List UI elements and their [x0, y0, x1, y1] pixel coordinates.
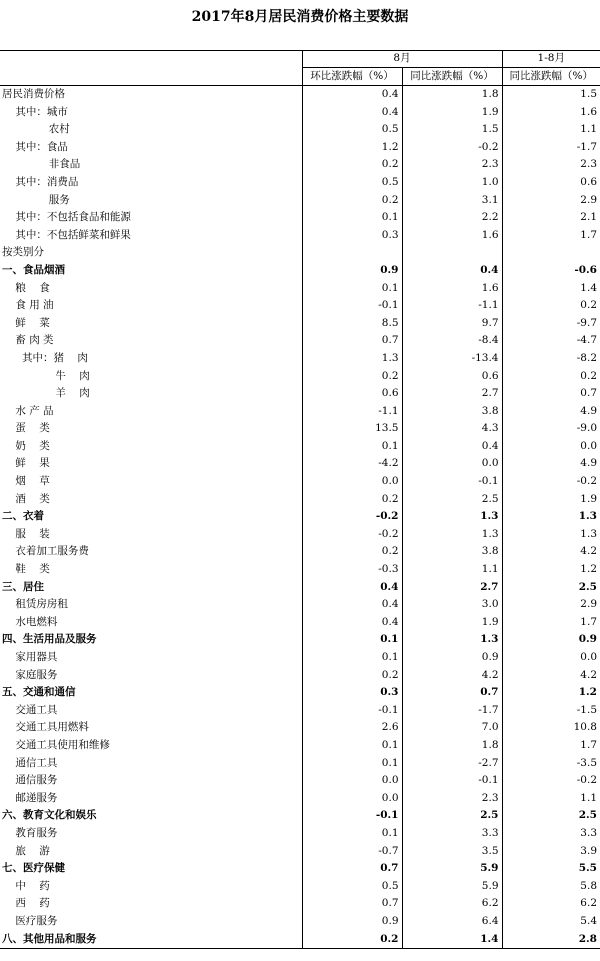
header-group-jan-aug: 1-8月: [502, 50, 600, 68]
cell-yoy: 0.7: [402, 684, 502, 702]
table-row: [0, 913, 600, 931]
table-row: [0, 755, 600, 773]
cell-ytd: 0.9: [502, 631, 600, 649]
row-label: 蛋 类: [0, 420, 302, 438]
row-label: 家用器具: [0, 649, 302, 667]
cell-mom: 0.4: [302, 596, 402, 614]
cell-mom: -0.2: [302, 526, 402, 544]
row-label: 教育服务: [0, 825, 302, 843]
table-row: [0, 86, 600, 104]
row-label: 八、其他用品和服务: [0, 931, 302, 949]
table-row: [0, 878, 600, 896]
cell-ytd: 0.7: [502, 385, 600, 403]
cell-ytd: 4.2: [502, 667, 600, 685]
table-row: [0, 790, 600, 808]
row-label: 衣着加工服务费: [0, 543, 302, 561]
table-row: [0, 702, 600, 720]
cell-ytd: -1.5: [502, 702, 600, 720]
cell-mom: 0.0: [302, 790, 402, 808]
cell-ytd: 6.2: [502, 895, 600, 913]
cell-yoy: 2.3: [402, 156, 502, 174]
table-row: [0, 280, 600, 298]
row-label: 水电燃料: [0, 614, 302, 632]
cell-mom: 0.2: [302, 192, 402, 210]
cell-mom: 0.1: [302, 825, 402, 843]
cell-ytd: 0.0: [502, 649, 600, 667]
cell-mom: 0.3: [302, 684, 402, 702]
header-col-yoy: 同比涨跌幅（%）: [402, 68, 502, 86]
table-row: [0, 649, 600, 667]
cell-ytd: 2.1: [502, 209, 600, 227]
row-label: 鲜 菜: [0, 315, 302, 333]
cell-yoy: 1.9: [402, 104, 502, 122]
row-label: 交通工具使用和维修: [0, 737, 302, 755]
header-col-ytd: 同比涨跌幅（%）: [502, 68, 600, 86]
table-row: [0, 473, 600, 491]
cell-yoy: 6.4: [402, 913, 502, 931]
table-row: [0, 807, 600, 825]
cell-ytd: 0.2: [502, 297, 600, 315]
row-label: 羊 肉: [0, 385, 302, 403]
row-label: 二、衣着: [0, 508, 302, 526]
cell-yoy: 9.7: [402, 315, 502, 333]
cell-ytd: -4.7: [502, 332, 600, 350]
table-row: [0, 825, 600, 843]
cell-mom: 0.5: [302, 121, 402, 139]
row-label: 其中：城市: [0, 104, 302, 122]
cell-yoy: 1.6: [402, 227, 502, 245]
cell-mom: -4.2: [302, 455, 402, 473]
table-row: [0, 667, 600, 685]
cell-yoy: 1.1: [402, 561, 502, 579]
cell-yoy: 4.2: [402, 667, 502, 685]
row-label: 西 药: [0, 895, 302, 913]
table-row: [0, 262, 600, 280]
cell-yoy: 1.9: [402, 614, 502, 632]
table-row: [0, 297, 600, 315]
cell-mom: 0.4: [302, 104, 402, 122]
cell-mom: -0.3: [302, 561, 402, 579]
cell-mom: 0.9: [302, 913, 402, 931]
cell-yoy: 3.8: [402, 543, 502, 561]
cell-ytd: -9.7: [502, 315, 600, 333]
cell-ytd: 1.3: [502, 526, 600, 544]
cell-yoy: -2.7: [402, 755, 502, 773]
cell-ytd: 3.9: [502, 843, 600, 861]
cell-ytd: 2.9: [502, 596, 600, 614]
cell-ytd: -0.6: [502, 262, 600, 280]
cell-yoy: -0.1: [402, 473, 502, 491]
table-row: [0, 508, 600, 526]
header-row-columns: [0, 68, 600, 86]
cell-mom: 0.9: [302, 262, 402, 280]
table-row: [0, 403, 600, 421]
table-row: [0, 596, 600, 614]
row-label: 其中：不包括鲜菜和鲜果: [0, 227, 302, 245]
cell-mom: 0.6: [302, 385, 402, 403]
row-label: 其中：猪 肉: [0, 350, 302, 368]
cell-mom: 0.2: [302, 543, 402, 561]
row-label: 鲜 果: [0, 455, 302, 473]
cell-yoy: 2.3: [402, 790, 502, 808]
cell-mom: 0.2: [302, 491, 402, 509]
table-row: [0, 174, 600, 192]
row-label: 邮递服务: [0, 790, 302, 808]
cell-mom: 0.4: [302, 614, 402, 632]
table-row: [0, 156, 600, 174]
table-row: [0, 719, 600, 737]
row-label: 四、生活用品及服务: [0, 631, 302, 649]
cell-ytd: 4.9: [502, 455, 600, 473]
cell-yoy: -1.1: [402, 297, 502, 315]
row-label: 奶 类: [0, 438, 302, 456]
cell-mom: 1.3: [302, 350, 402, 368]
table-row: [0, 526, 600, 544]
cell-ytd: 1.7: [502, 227, 600, 245]
cell-yoy: 1.3: [402, 631, 502, 649]
cell-mom: 2.6: [302, 719, 402, 737]
table-row: [0, 315, 600, 333]
table-row: [0, 931, 600, 949]
cell-ytd: 0.0: [502, 438, 600, 456]
cell-ytd: 5.5: [502, 860, 600, 878]
cell-yoy: 0.0: [402, 455, 502, 473]
cell-mom: 0.0: [302, 772, 402, 790]
cell-yoy: 3.1: [402, 192, 502, 210]
cell-yoy: 0.4: [402, 438, 502, 456]
cell-yoy: 1.5: [402, 121, 502, 139]
cell-ytd: -3.5: [502, 755, 600, 773]
cell-mom: 0.1: [302, 209, 402, 227]
header-blank-2: [0, 68, 302, 86]
cell-yoy: 7.0: [402, 719, 502, 737]
cell-ytd: 1.2: [502, 561, 600, 579]
cell-ytd: [502, 244, 600, 262]
table-row: [0, 895, 600, 913]
cell-ytd: -0.2: [502, 772, 600, 790]
row-label: 粮 食: [0, 280, 302, 298]
row-label: 畜 肉 类: [0, 332, 302, 350]
cell-ytd: -8.2: [502, 350, 600, 368]
cell-mom: -0.7: [302, 843, 402, 861]
cell-mom: -0.1: [302, 297, 402, 315]
cell-ytd: 2.5: [502, 807, 600, 825]
cell-ytd: 0.2: [502, 368, 600, 386]
row-label: 五、交通和通信: [0, 684, 302, 702]
cell-mom: 0.7: [302, 332, 402, 350]
cell-yoy: 3.5: [402, 843, 502, 861]
cell-mom: 0.2: [302, 931, 402, 949]
table-row: [0, 455, 600, 473]
cell-ytd: 1.9: [502, 491, 600, 509]
cell-ytd: 2.3: [502, 156, 600, 174]
table-row: [0, 579, 600, 597]
row-label: 酒 类: [0, 491, 302, 509]
table-row: [0, 420, 600, 438]
row-label: 旅 游: [0, 843, 302, 861]
cell-yoy: 2.7: [402, 385, 502, 403]
cell-ytd: 1.7: [502, 614, 600, 632]
cell-ytd: 2.9: [502, 192, 600, 210]
cell-ytd: -0.2: [502, 473, 600, 491]
row-label: 其中：消费品: [0, 174, 302, 192]
header-group-aug: 8月: [302, 50, 502, 68]
cell-yoy: 3.8: [402, 403, 502, 421]
table-row: [0, 192, 600, 210]
row-label: 食 用 油: [0, 297, 302, 315]
cell-ytd: 1.2: [502, 684, 600, 702]
table-row: [0, 631, 600, 649]
cell-mom: 0.1: [302, 649, 402, 667]
table-row: [0, 385, 600, 403]
row-label: 一、食品烟酒: [0, 262, 302, 280]
cell-ytd: -9.0: [502, 420, 600, 438]
cell-yoy: -8.4: [402, 332, 502, 350]
row-label: 牛 肉: [0, 368, 302, 386]
cell-yoy: 1.8: [402, 86, 502, 104]
table-row: [0, 350, 600, 368]
cell-yoy: -1.7: [402, 702, 502, 720]
cell-yoy: 1.6: [402, 280, 502, 298]
table-row: [0, 860, 600, 878]
cell-mom: 0.0: [302, 473, 402, 491]
table-row: [0, 244, 600, 262]
cell-mom: 8.5: [302, 315, 402, 333]
cell-ytd: 1.1: [502, 790, 600, 808]
cell-mom: -0.2: [302, 508, 402, 526]
cell-mom: 0.1: [302, 631, 402, 649]
cell-ytd: 1.1: [502, 121, 600, 139]
row-label: 通信工具: [0, 755, 302, 773]
cell-yoy: 2.2: [402, 209, 502, 227]
cell-yoy: 3.3: [402, 825, 502, 843]
cell-ytd: 3.3: [502, 825, 600, 843]
cell-mom: 0.7: [302, 895, 402, 913]
cell-ytd: 5.8: [502, 878, 600, 896]
row-label: 服务: [0, 192, 302, 210]
cell-yoy: [402, 244, 502, 262]
cell-ytd: 1.5: [502, 86, 600, 104]
table-row: [0, 772, 600, 790]
cpi-table: [0, 50, 600, 949]
cell-yoy: 6.2: [402, 895, 502, 913]
row-label: 租赁房房租: [0, 596, 302, 614]
cell-yoy: 0.9: [402, 649, 502, 667]
row-label: 交通工具: [0, 702, 302, 720]
cell-mom: 0.4: [302, 86, 402, 104]
cell-ytd: 1.3: [502, 508, 600, 526]
cell-mom: -0.1: [302, 702, 402, 720]
cell-mom: 0.7: [302, 860, 402, 878]
cell-yoy: 1.0: [402, 174, 502, 192]
row-label: 鞋 类: [0, 561, 302, 579]
cell-ytd: 10.8: [502, 719, 600, 737]
table-row: [0, 438, 600, 456]
cell-yoy: -0.1: [402, 772, 502, 790]
cell-mom: -0.1: [302, 807, 402, 825]
cell-mom: 0.1: [302, 737, 402, 755]
cell-yoy: 1.3: [402, 508, 502, 526]
cell-mom: 0.2: [302, 156, 402, 174]
cell-mom: 0.2: [302, 667, 402, 685]
cell-mom: 0.1: [302, 438, 402, 456]
row-label: 中 药: [0, 878, 302, 896]
cell-yoy: 1.4: [402, 931, 502, 949]
cell-yoy: 3.0: [402, 596, 502, 614]
table-row: [0, 684, 600, 702]
cell-mom: 0.5: [302, 174, 402, 192]
cell-yoy: -0.2: [402, 139, 502, 157]
cell-mom: 0.1: [302, 280, 402, 298]
row-label: 交通工具用燃料: [0, 719, 302, 737]
row-label: 烟 草: [0, 473, 302, 491]
cell-ytd: -1.7: [502, 139, 600, 157]
table-row: [0, 209, 600, 227]
page-title: 2017年8月居民消费价格主要数据: [191, 9, 409, 25]
row-label: 居民消费价格: [0, 86, 302, 104]
cell-ytd: 2.5: [502, 579, 600, 597]
header-col-mom: 环比涨跌幅（%）: [302, 68, 402, 86]
cell-ytd: 2.8: [502, 931, 600, 949]
cell-yoy: 5.9: [402, 860, 502, 878]
row-label: 七、医疗保健: [0, 860, 302, 878]
cell-mom: [302, 244, 402, 262]
table-row: [0, 543, 600, 561]
cell-yoy: 1.8: [402, 737, 502, 755]
cell-mom: 0.1: [302, 755, 402, 773]
table-row: [0, 368, 600, 386]
table-row: [0, 104, 600, 122]
table-row: [0, 121, 600, 139]
cell-mom: -1.1: [302, 403, 402, 421]
cell-yoy: 0.4: [402, 262, 502, 280]
cell-yoy: 4.3: [402, 420, 502, 438]
cell-yoy: -13.4: [402, 350, 502, 368]
cell-yoy: 5.9: [402, 878, 502, 896]
row-label: 其中：食品: [0, 139, 302, 157]
cell-ytd: 4.2: [502, 543, 600, 561]
header-row-groups: [0, 50, 600, 68]
table-row: [0, 561, 600, 579]
row-label: 医疗服务: [0, 913, 302, 931]
row-label: 六、教育文化和娱乐: [0, 807, 302, 825]
cell-yoy: 1.3: [402, 526, 502, 544]
cell-ytd: 4.9: [502, 403, 600, 421]
row-label: 非食品: [0, 156, 302, 174]
cell-yoy: 2.5: [402, 807, 502, 825]
table-row: [0, 843, 600, 861]
row-label: 农村: [0, 121, 302, 139]
row-label: 按类别分: [0, 244, 302, 262]
table-row: [0, 332, 600, 350]
cell-yoy: 2.5: [402, 491, 502, 509]
cell-mom: 0.4: [302, 579, 402, 597]
table-row: [0, 614, 600, 632]
cell-ytd: 1.6: [502, 104, 600, 122]
table-row: [0, 139, 600, 157]
row-label: 通信服务: [0, 772, 302, 790]
cell-mom: 1.2: [302, 139, 402, 157]
table-row: [0, 737, 600, 755]
cell-mom: 0.2: [302, 368, 402, 386]
row-label: 三、居住: [0, 579, 302, 597]
cell-yoy: 0.6: [402, 368, 502, 386]
row-label: 水 产 品: [0, 403, 302, 421]
cell-ytd: 1.4: [502, 280, 600, 298]
cell-mom: 0.3: [302, 227, 402, 245]
cell-mom: 13.5: [302, 420, 402, 438]
row-label: 家庭服务: [0, 667, 302, 685]
table-row: [0, 227, 600, 245]
table-row: [0, 491, 600, 509]
row-label: 其中：不包括食品和能源: [0, 209, 302, 227]
row-label: 服 装: [0, 526, 302, 544]
header-blank: [0, 50, 302, 68]
cell-ytd: 1.7: [502, 737, 600, 755]
cell-ytd: 0.6: [502, 174, 600, 192]
table-body: [0, 86, 600, 949]
cell-ytd: 5.4: [502, 913, 600, 931]
cell-yoy: 2.7: [402, 579, 502, 597]
cell-mom: 0.5: [302, 878, 402, 896]
